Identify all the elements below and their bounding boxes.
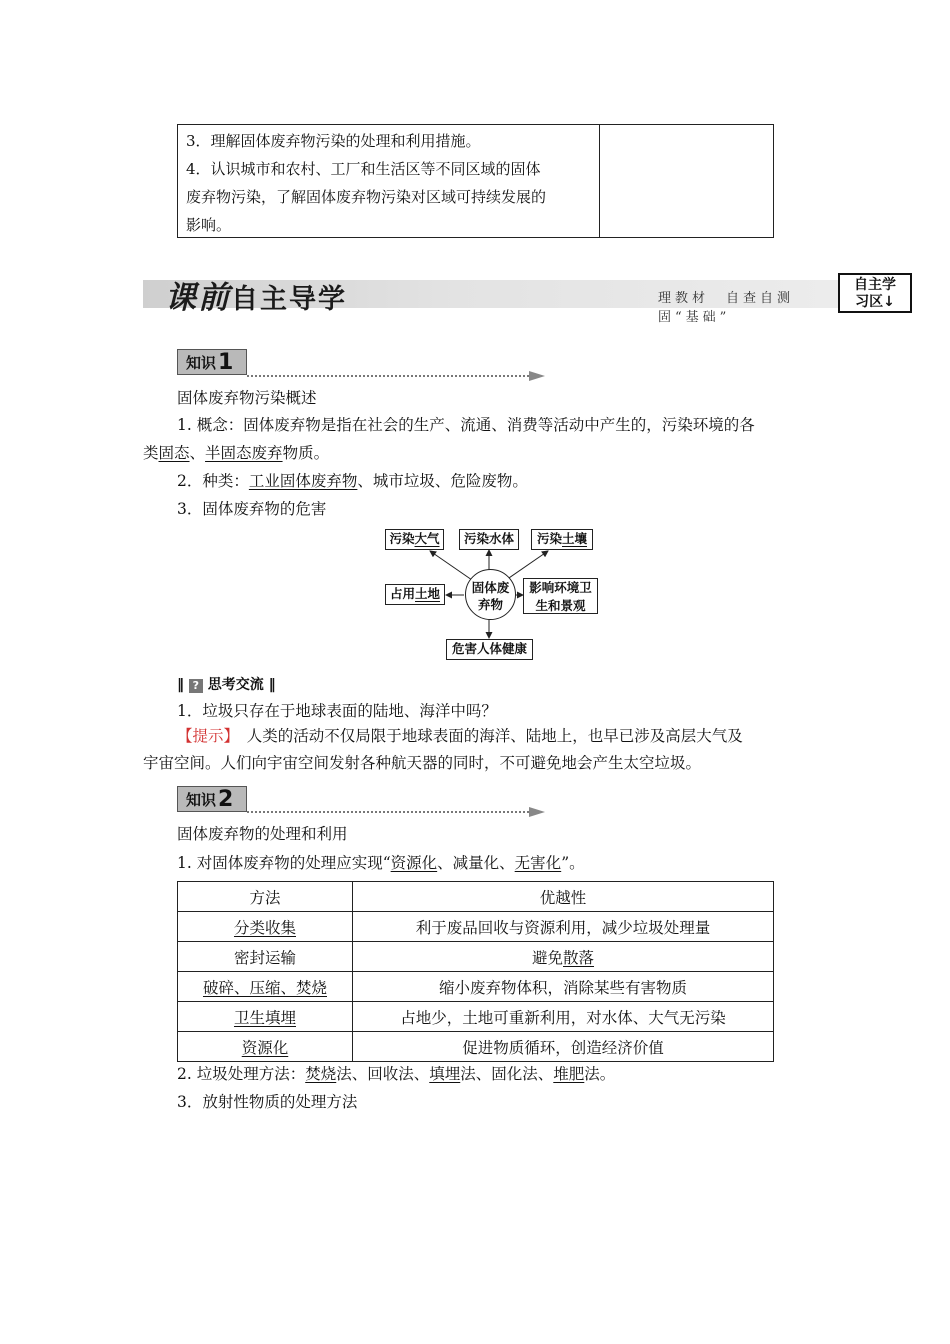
blank-answer: 填埋 <box>429 1065 461 1083</box>
advantage-cell: 缩小废弃物体积，消除某些有害物质 <box>353 972 774 1002</box>
question-icon: ? <box>189 679 203 693</box>
objective-line: 3．理解固体废弃物污染的处理和利用措施。 <box>186 132 481 150</box>
self-study-zone-button[interactable] <box>838 273 912 313</box>
table-header-row <box>178 882 774 912</box>
text: 法、回收法、 <box>336 1065 430 1083</box>
garbage-methods-line <box>177 1062 615 1086</box>
text: 资源化 <box>241 1038 289 1057</box>
double-bar-icon: ‖ <box>177 677 184 693</box>
objective-line: 废弃物污染，了解固体废弃物污染对区域可持续发展的 <box>186 188 547 206</box>
text: 、 <box>189 444 206 462</box>
text: 散落 <box>563 948 595 967</box>
text: 、减量化、 <box>437 854 515 872</box>
diagram-center <box>465 569 516 620</box>
dotted-divider <box>247 375 529 377</box>
text: 污染 <box>389 531 415 546</box>
text: 大气 <box>414 531 440 546</box>
diagram-node-health: 危害人体健康 <box>446 639 533 660</box>
arrow-right-icon <box>529 371 545 381</box>
text: ”。 <box>561 854 585 872</box>
blank-answer: 资源化 <box>390 854 438 872</box>
method-cell <box>178 1002 353 1032</box>
banner-title <box>165 272 347 317</box>
arrow-right-icon <box>529 807 545 817</box>
text: 弃物 <box>477 597 503 612</box>
text: 2．种类： <box>177 472 249 490</box>
text: 类 <box>143 444 159 462</box>
zone-line-2: 习区↓ <box>855 294 895 310</box>
blank-answer: 工业固体废弃物 <box>248 472 358 490</box>
concept-line-a: 1. 概念：固体废弃物是指在社会的生产、流通、消费等活动中产生的，污染环境的各 <box>177 416 755 434</box>
harm-heading: 3．固体废弃物的危害 <box>177 500 327 518</box>
advantage-cell: 占地少，土地可重新利用，对水体、大气无污染 <box>353 1002 774 1032</box>
text: 生和景观 <box>535 598 586 613</box>
knowledge-tag-label: 知识 <box>186 791 217 809</box>
knowledge-tag-2 <box>177 786 247 812</box>
banner-title-big: 课前 <box>165 280 231 316</box>
blank-answer: 堆肥 <box>553 1065 585 1083</box>
hint-label: 【提示】 <box>177 727 232 745</box>
types-line <box>177 469 528 493</box>
table-row <box>178 912 774 942</box>
table-row <box>178 1002 774 1032</box>
text: 占用 <box>389 586 415 601</box>
text: 避免 <box>531 948 563 967</box>
think-answer-a <box>177 724 743 748</box>
text: 、城市垃圾、危险废物。 <box>357 472 528 490</box>
text: 物质。 <box>282 444 330 462</box>
knowledge2-heading: 固体废弃物的处理和利用 <box>177 825 348 843</box>
text: 土壤 <box>562 531 588 546</box>
text: 影响环境卫 <box>529 580 592 595</box>
think-answer-b: 宇宙空间。人们向宇宙空间发射各种航天器的同时，不可避免地会产生太空垃圾。 <box>143 754 702 772</box>
zone-line-1: 自主学 <box>854 277 896 293</box>
table-header-cell: 方法 <box>178 882 353 912</box>
text: 分类收集 <box>233 918 296 937</box>
method-cell: 密封运输 <box>178 942 353 972</box>
method-cell <box>178 972 353 1002</box>
text: 法、固化法、 <box>460 1065 554 1083</box>
advantage-cell <box>353 942 774 972</box>
banner-subtitle: 理教材 自查自测 固“基础” <box>658 291 812 325</box>
advantage-cell: 促进物质循环，创造经济价值 <box>353 1032 774 1062</box>
blank-answer: 无害化 <box>514 854 562 872</box>
table-row <box>178 972 774 1002</box>
knowledge-tag-label: 知识 <box>186 354 217 372</box>
table-header-cell: 优越性 <box>353 882 774 912</box>
text: 思考交流 <box>207 677 264 693</box>
radioactive-heading: 3．放射性物质的处理方法 <box>177 1093 358 1111</box>
method-cell <box>178 1032 353 1062</box>
knowledge-tag-1 <box>177 349 247 375</box>
blank-answer: 半固态废弃 <box>205 444 283 462</box>
knowledge1-heading: 固体废弃物污染概述 <box>177 389 317 407</box>
double-bar-icon: ‖ <box>268 677 276 693</box>
blank-answer: 焚烧 <box>305 1065 337 1083</box>
objective-line: 影响。 <box>186 216 232 234</box>
table-row <box>178 1032 774 1062</box>
text: 土地 <box>415 586 441 601</box>
text: 法。 <box>584 1065 616 1083</box>
knowledge-tag-num: 2 <box>218 787 234 812</box>
table-row <box>178 942 774 972</box>
blank-answer: 固态 <box>158 444 190 462</box>
think-question: 1．垃圾只存在于地球表面的陆地、海洋中吗？ <box>177 702 497 720</box>
text: 破碎、压缩、焚烧 <box>202 978 327 997</box>
objective-line: 4．认识城市和农村、工厂和生活区等不同区域的固体 <box>186 160 541 178</box>
method-cell <box>178 912 353 942</box>
banner-title-rest: 自主导学 <box>231 284 347 315</box>
diagram-node-environment <box>523 578 598 614</box>
methods-table <box>177 881 774 1062</box>
objectives-table <box>177 124 774 238</box>
knowledge-tag-num: 1 <box>218 350 234 375</box>
objectives-cell <box>178 125 600 237</box>
requirement-line <box>177 851 585 875</box>
concept-line-b <box>143 441 329 465</box>
diagram-node-land <box>385 584 445 605</box>
text: 污染 <box>536 531 562 546</box>
advantage-cell: 利于废品回收与资源利用，减少垃圾处理量 <box>353 912 774 942</box>
text: 固体废 <box>471 580 510 595</box>
section-banner <box>143 272 838 325</box>
diagram-node-water: 污染水体 <box>459 529 519 550</box>
diagram-node-soil <box>531 529 593 550</box>
think-exchange-label <box>177 674 276 694</box>
text: 人类的活动不仅局限于地球表面的海洋、陆地上，也早已涉及高层大气及 <box>231 727 743 745</box>
diagram-node-air <box>385 529 444 550</box>
text: 1. 对固体废弃物的处理应实现“ <box>177 854 391 872</box>
text: 卫生填埋 <box>233 1008 296 1027</box>
text: 2. 垃圾处理方法： <box>177 1065 306 1083</box>
dotted-divider <box>247 811 529 813</box>
